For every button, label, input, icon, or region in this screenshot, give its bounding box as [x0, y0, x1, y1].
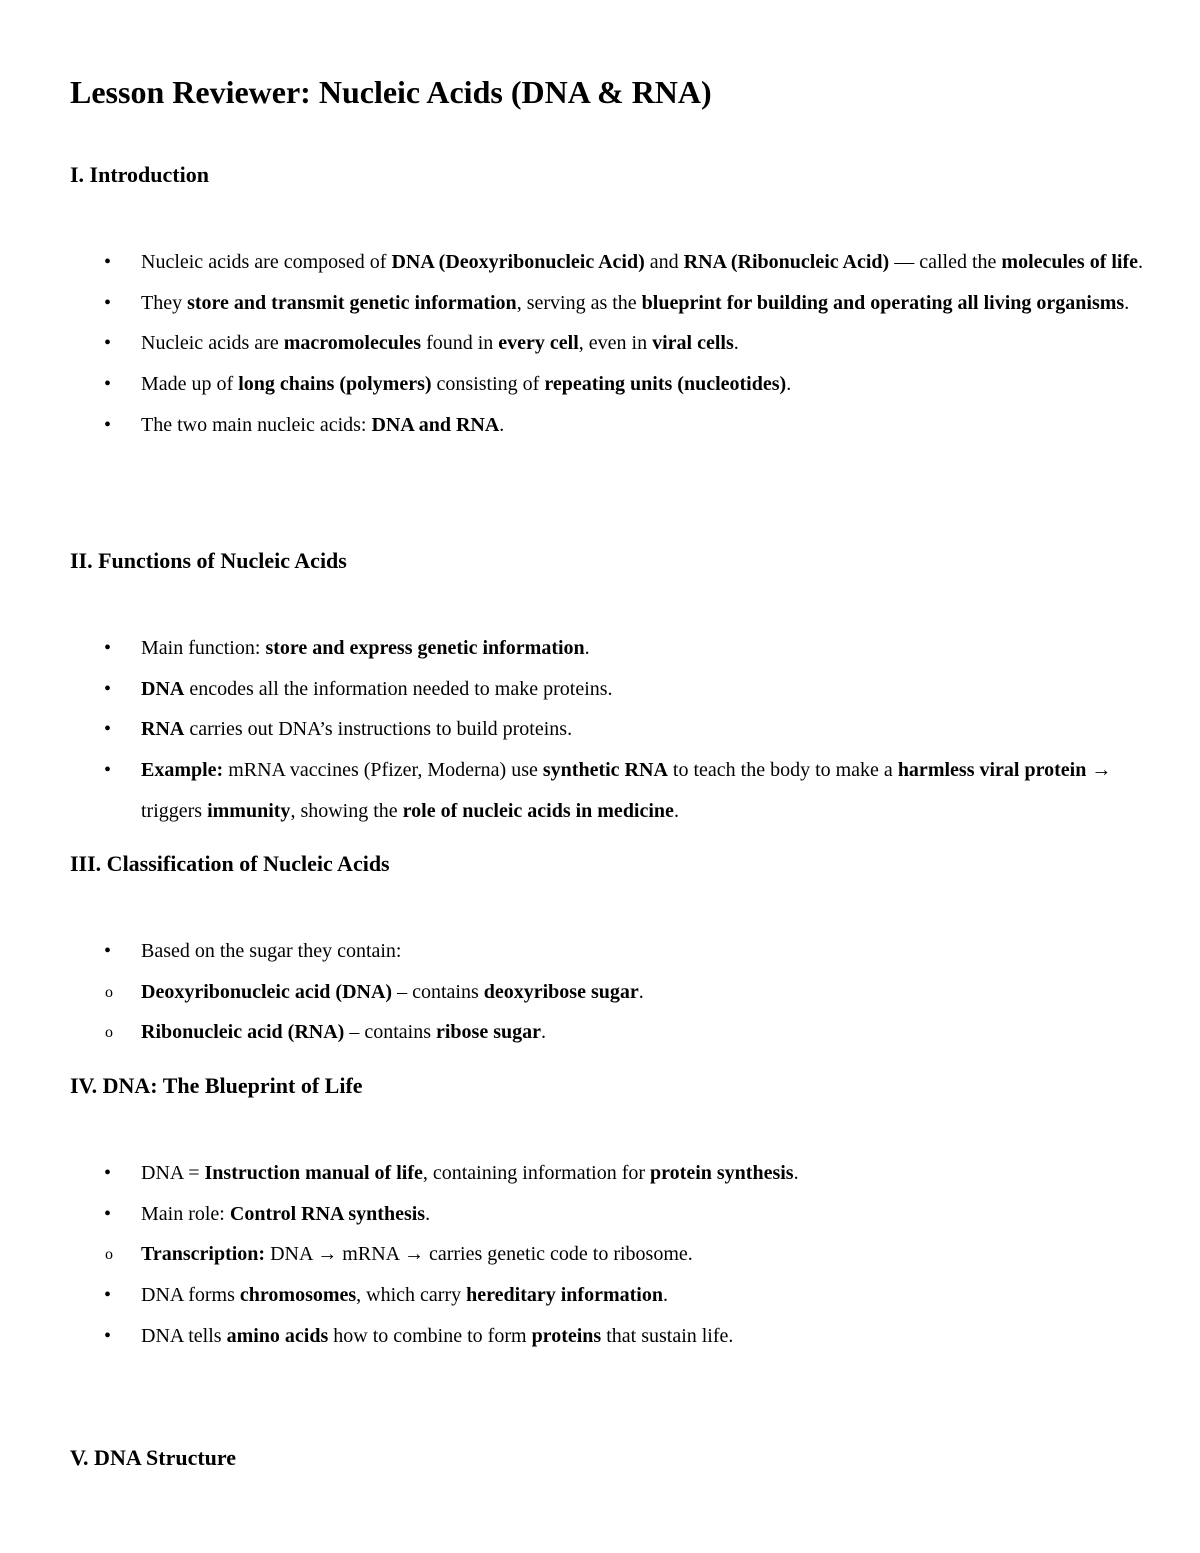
- bold-text: Example:: [141, 759, 224, 782]
- bold-text: Deoxyribonucleic acid (DNA): [141, 980, 393, 1003]
- bold-text: Control RNA synthesis: [229, 1202, 426, 1225]
- text-run: and: [644, 251, 684, 273]
- bold-text: ribose sugar: [435, 1021, 541, 1044]
- text-run: .: [425, 1202, 431, 1225]
- bold-text: long chains (polymers): [238, 373, 432, 396]
- bold-text: molecules of life: [1001, 251, 1139, 273]
- bullet-item: [70, 242, 1150, 283]
- bullet-item: [70, 1316, 1150, 1357]
- text-run: .: [584, 637, 590, 659]
- bullet-item: [70, 323, 1150, 364]
- text-run: DNA forms: [141, 1284, 240, 1307]
- text-run: .: [499, 413, 505, 436]
- text-run: Main role:: [141, 1202, 230, 1225]
- sub-bullet-list: [70, 972, 1150, 1053]
- bullet-list: [70, 931, 1150, 1053]
- section-heading: V. DNA Structure: [70, 1445, 237, 1470]
- text-run: .: [786, 373, 792, 396]
- bold-text: Instruction manual of life: [204, 1162, 423, 1184]
- sub-bullet-item: [70, 1012, 1150, 1053]
- text-run: mRNA vaccines (Pfizer, Moderna) use: [223, 759, 543, 782]
- bold-text: viral cells: [652, 332, 734, 355]
- bold-text: store and express genetic information: [265, 637, 585, 659]
- text-run: , even in: [578, 332, 653, 355]
- bold-text: Transcription:: [141, 1243, 266, 1266]
- bullet-item: [70, 931, 1150, 972]
- text-run: They: [141, 291, 188, 314]
- bold-text: amino acids: [226, 1324, 329, 1347]
- text-run: consisting of: [431, 373, 545, 396]
- bold-text: role of nucleic acids in medicine: [402, 799, 674, 822]
- text-run: .: [1124, 291, 1130, 314]
- bold-text: Ribonucleic acid (RNA): [141, 1021, 345, 1044]
- text-run: Based on the sugar they contain:: [141, 940, 402, 962]
- bullet-item: [70, 750, 1150, 831]
- bold-text: macromolecules: [283, 332, 422, 355]
- section-heading: II. Functions of Nucleic Acids: [70, 548, 347, 573]
- text-run: — called the: [889, 251, 1002, 273]
- text-run: found in: [421, 332, 499, 355]
- bold-text: repeating units (nucleotides): [544, 373, 787, 396]
- bullet-item: [70, 709, 1150, 750]
- section-heading: I. Introduction: [70, 162, 209, 187]
- bold-text: RNA (Ribonucleic Acid): [683, 251, 890, 273]
- text-run: Nucleic acids are: [141, 332, 284, 355]
- text-run: DNA =: [141, 1162, 205, 1184]
- section-dna-structure: [70, 1443, 1150, 1473]
- text-run: – contains: [392, 980, 484, 1003]
- text-run: DNA tells: [141, 1324, 227, 1347]
- section-functions: [70, 546, 1150, 832]
- bold-text: deoxyribose sugar: [483, 980, 639, 1003]
- bullet-item: [70, 405, 1150, 446]
- bullet-item: [70, 1153, 1150, 1194]
- bold-text: harmless viral protein: [897, 759, 1087, 782]
- text-run: how to combine to form: [328, 1324, 532, 1347]
- bullet-item: [70, 1275, 1150, 1316]
- document-title: Lesson Reviewer: Nucleic Acids (DNA & RNA): [70, 74, 712, 110]
- bold-text: DNA: [141, 677, 185, 700]
- bullet-item: [70, 628, 1150, 669]
- bold-text: synthetic RNA: [542, 759, 668, 782]
- bold-text: protein synthesis: [650, 1162, 794, 1184]
- bold-text: blueprint for building and operating all living organisms: [641, 291, 1125, 314]
- text-run: → triggers: [141, 759, 1112, 822]
- text-run: carries out DNA’s instructions to build proteins.: [184, 718, 573, 741]
- text-run: – contains: [344, 1021, 436, 1044]
- section-classification: [70, 849, 1150, 1053]
- section-dna-blueprint: [70, 1071, 1150, 1357]
- bold-text: store and transmit genetic information: [187, 291, 517, 314]
- bold-text: hereditary information: [466, 1284, 663, 1307]
- text-run: .: [638, 980, 644, 1003]
- bold-text: DNA (Deoxyribonucleic Acid): [391, 251, 645, 273]
- text-run: .: [540, 1021, 546, 1044]
- bold-text: immunity: [207, 799, 291, 822]
- text-run: Main function:: [141, 637, 266, 659]
- text-run: encodes all the information needed to make proteins.: [184, 677, 613, 700]
- bold-text: DNA and RNA: [371, 413, 500, 436]
- bold-text: every cell: [498, 332, 579, 355]
- sub-bullet-item: [70, 1234, 1150, 1275]
- bullet-list: [70, 1153, 1150, 1357]
- text-run: , which carry: [356, 1284, 467, 1307]
- text-run: , containing information for: [422, 1162, 651, 1184]
- text-run: , showing the: [290, 799, 403, 822]
- bold-text: proteins: [531, 1324, 602, 1347]
- bold-text: RNA: [141, 718, 185, 741]
- bullet-item: [70, 1194, 1150, 1235]
- bold-text: chromosomes: [239, 1284, 357, 1307]
- text-run: that sustain life.: [601, 1324, 734, 1347]
- sub-bullet-item: [70, 972, 1150, 1013]
- section-introduction: [70, 160, 1150, 446]
- bullet-list: [70, 242, 1150, 446]
- bullet-list: [70, 628, 1150, 832]
- text-run: .: [733, 332, 739, 355]
- bullet-item: [70, 283, 1150, 324]
- text-run: DNA → mRNA → carries genetic code to ribosome.: [265, 1243, 693, 1266]
- text-run: Nucleic acids are composed of: [141, 251, 392, 273]
- text-run: .: [673, 799, 679, 822]
- text-run: .: [1138, 251, 1144, 273]
- text-run: .: [793, 1162, 799, 1184]
- text-run: , serving as the: [516, 291, 642, 314]
- text-run: to teach the body to make a: [667, 759, 898, 782]
- bullet-item: [70, 669, 1150, 710]
- text-run: Made up of: [141, 373, 239, 396]
- section-heading: III. Classification of Nucleic Acids: [70, 851, 390, 876]
- text-run: .: [662, 1284, 668, 1307]
- text-run: The two main nucleic acids:: [141, 413, 372, 436]
- section-heading: IV. DNA: The Blueprint of Life: [70, 1073, 363, 1098]
- bullet-item: [70, 364, 1150, 405]
- sub-bullet-list: [70, 1234, 1150, 1275]
